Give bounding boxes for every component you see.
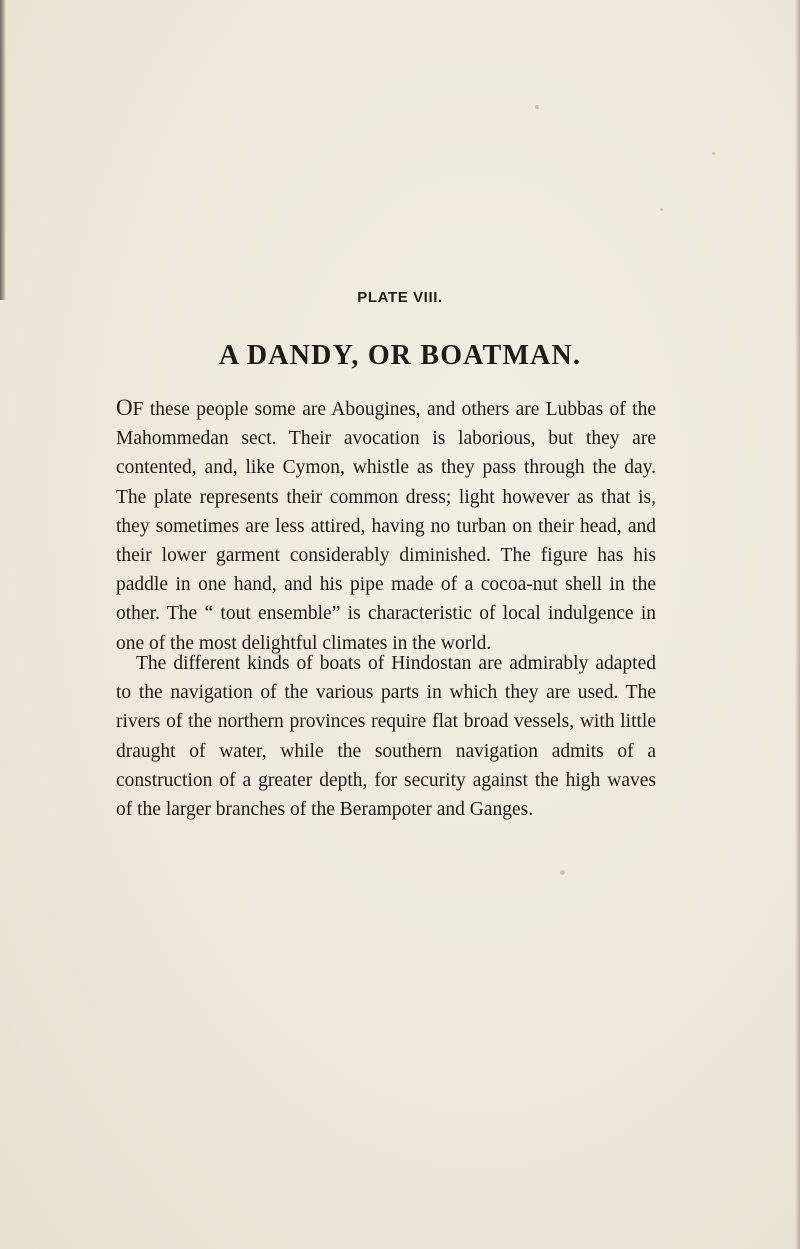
binding-edge <box>0 0 6 300</box>
paragraph-1-text: these people some are Abougines, and others are Lubbas of the Mahommedan sect. Their avocation is laborious, but they are contented, and, like Cymon, whistle as they pass through the day. The plate represents their common dress; light however as that is, they sometimes are less attired, having no turban on their head, and their lower garment considerably diminished. The figure has his paddle in one hand, and his pipe made of a cocoa-nut shell in the other. The “ tout ensemble” is characteristic of local indulgence in one of the most delightful climates in the world. <box>116 399 656 654</box>
paper-speck <box>535 105 539 109</box>
page-edge <box>795 0 800 1249</box>
drop-capital: O <box>116 395 133 420</box>
paper-speck <box>660 208 663 211</box>
paragraph-2: The different kinds of boats of Hindostan are admirably adapted to the navigation of the various parts in which they are used. The rivers of the northern provinces require flat broad vessels, with little draught of water, while the southern navigation admits of a construction of a greater depth, for security against the high waves of the larger branches of the Berampoter and Ganges. <box>116 653 656 821</box>
paragraph-1 <box>116 393 656 658</box>
plate-label: PLATE VIII. <box>357 289 443 306</box>
paper-speck <box>712 152 715 155</box>
paper-speck <box>560 870 565 875</box>
small-caps-text: F <box>132 399 144 420</box>
page-title: A DANDY, OR BOATMAN. <box>218 340 582 371</box>
